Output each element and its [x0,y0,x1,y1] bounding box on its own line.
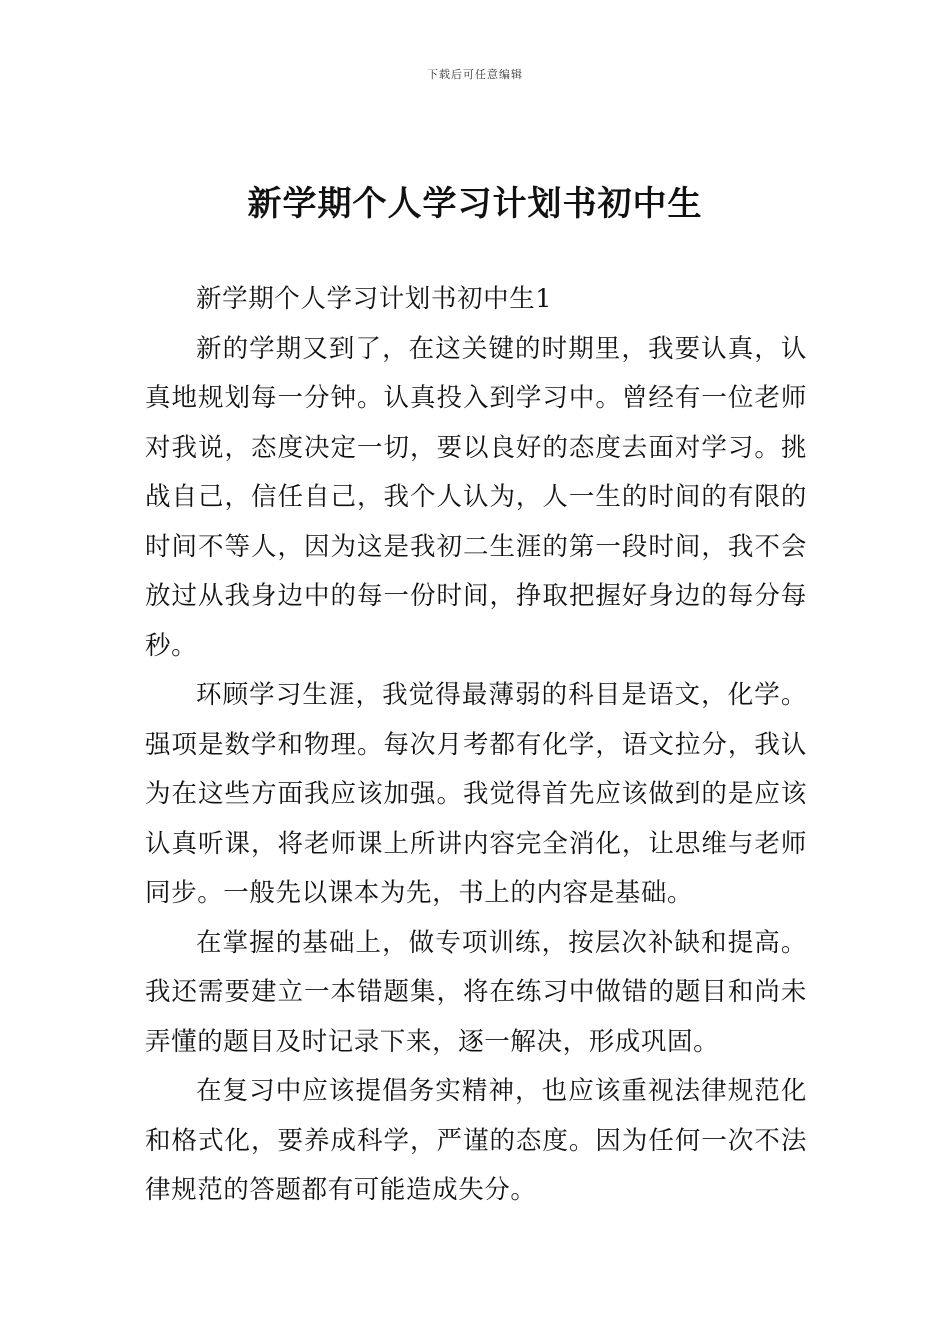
header-note: 下载后可任意编辑 [427,68,523,81]
document-body [145,275,807,1216]
paragraph: 新的学期又到了，在这关键的时期里，我要认真，认真地规划每一分钟。认真投入到学习中。曾经有一位老师对我说，态度决定一切，要以良好的态度去面对学习。挑战自己，信任自己，我个人认为，人一生的时间的有限的时间不等人，因为这是我初二生涯的第一段时间，我不会放过从我身边中的每一份时间，挣取把握好身边的每分每秒。 [145,333,807,661]
paragraph: 在复习中应该提倡务实精神，也应该重视法律规范化和格式化，要养成科学，严谨的态度。因为任何一次不法律规范的答题都有可能造成失分。 [145,1076,807,1205]
paragraph: 在掌握的基础上，做专项训练，按层次补缺和提高。我还需要建立一本错题集，将在练习中做错的题目和尚未弄懂的题目及时记录下来，逐一解决，形成巩固。 [145,927,807,1057]
document-title: 新学期个人学习计划书初中生 [247,184,703,224]
paragraph: 环顾学习生涯，我觉得最薄弱的科目是语文，化学。强项是数学和物理。每次月考都有化学，语文拉分，我认为在这些方面我应该加强。我觉得首先应该做到的是应该认真听课，将老师课上所讲内容完全消化，让思维与老师同步。一般先以课本为先，书上的内容是基础。 [145,680,807,908]
section-heading: 新学期个人学习计划书初中生1 [196,284,553,314]
